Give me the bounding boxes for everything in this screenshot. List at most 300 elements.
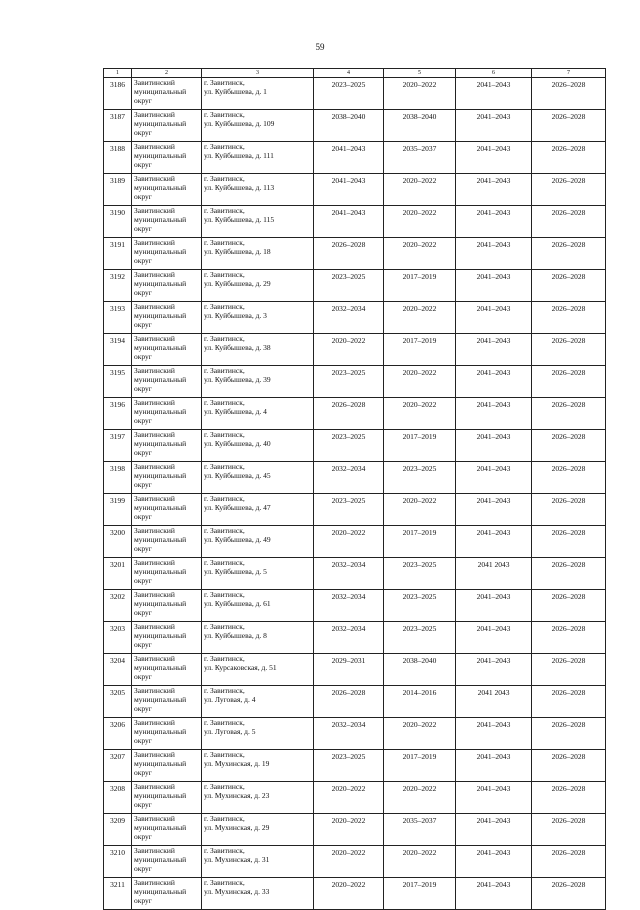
period-cell-col6: 2041–2043 [456, 334, 532, 366]
period-cell-col6: 2041–2043 [456, 494, 532, 526]
address-line: ул. Мухинская, д. 19 [204, 759, 270, 768]
period-cell-col5: 2017–2019 [384, 430, 456, 462]
period-cell-col4: 2032–2034 [314, 590, 384, 622]
table-row [104, 526, 606, 558]
municipality-line: Завитинский [134, 782, 175, 791]
municipality-line: округ [134, 512, 152, 521]
period-cell-col4: 2023–2025 [314, 78, 384, 110]
period-cell-col6: 2041–2043 [456, 622, 532, 654]
table-row [104, 334, 606, 366]
address-line: ул. Куйбышева, д. 4 [204, 407, 267, 416]
address-line: ул. Куйбышева, д. 3 [204, 311, 267, 320]
period-cell-col6: 2041–2043 [456, 430, 532, 462]
row-number: 3187 [104, 110, 132, 142]
municipality-line: округ [134, 704, 152, 713]
period-cell-col5: 2038–2040 [384, 110, 456, 142]
address-cell [202, 814, 314, 846]
address-line: ул. Мухинская, д. 33 [204, 887, 270, 896]
address-line: ул. Куйбышева, д. 47 [204, 503, 271, 512]
municipality-line: муниципальный [134, 439, 187, 448]
period-cell-col6: 2041–2043 [456, 462, 532, 494]
period-cell-col7: 2026–2028 [532, 750, 606, 782]
municipality-cell [132, 654, 202, 686]
period-cell-col7: 2026–2028 [532, 814, 606, 846]
municipality-line: Завитинский [134, 302, 175, 311]
municipality-line: муниципальный [134, 695, 187, 704]
address-line: ул. Куйбышева, д. 109 [204, 119, 275, 128]
municipality-cell [132, 78, 202, 110]
municipality-line: Завитинский [134, 750, 175, 759]
row-number: 3204 [104, 654, 132, 686]
municipality-line: округ [134, 640, 152, 649]
table-row [104, 590, 606, 622]
period-cell-col7: 2026–2028 [532, 142, 606, 174]
municipality-line: округ [134, 544, 152, 553]
municipality-line: Завитинский [134, 718, 175, 727]
address-cell [202, 718, 314, 750]
address-line: г. Завитинск, [204, 174, 245, 183]
period-cell-col4: 2041–2043 [314, 174, 384, 206]
row-number: 3208 [104, 782, 132, 814]
period-cell-col7: 2026–2028 [532, 270, 606, 302]
municipality-line: Завитинский [134, 526, 175, 535]
row-number: 3201 [104, 558, 132, 590]
address-line: г. Завитинск, [204, 846, 245, 855]
row-number: 3188 [104, 142, 132, 174]
address-line: ул. Мухинская, д. 31 [204, 855, 270, 864]
address-cell [202, 206, 314, 238]
municipality-line: округ [134, 736, 152, 745]
table-row [104, 686, 606, 718]
period-cell-col5: 2017–2019 [384, 270, 456, 302]
address-line: г. Завитинск, [204, 206, 245, 215]
period-cell-col5: 2023–2025 [384, 622, 456, 654]
address-line: г. Завитинск, [204, 366, 245, 375]
address-line: г. Завитинск, [204, 270, 245, 279]
period-cell-col6: 2041–2043 [456, 366, 532, 398]
municipality-cell [132, 494, 202, 526]
address-cell [202, 366, 314, 398]
table-row [104, 238, 606, 270]
municipality-line: муниципальный [134, 887, 187, 896]
period-cell-col4: 2032–2034 [314, 302, 384, 334]
municipality-line: Завитинский [134, 366, 175, 375]
period-cell-col7: 2026–2028 [532, 878, 606, 910]
row-number: 3191 [104, 238, 132, 270]
municipality-cell [132, 174, 202, 206]
table-row [104, 782, 606, 814]
municipality-line: муниципальный [134, 471, 187, 480]
period-cell-col5: 2020–2022 [384, 494, 456, 526]
period-cell-col5: 2020–2022 [384, 206, 456, 238]
municipality-line: округ [134, 608, 152, 617]
period-cell-col4: 2020–2022 [314, 334, 384, 366]
table-row [104, 462, 606, 494]
period-cell-col6: 2041–2043 [456, 718, 532, 750]
row-number: 3190 [104, 206, 132, 238]
period-cell-col4: 2029–2031 [314, 654, 384, 686]
municipality-cell [132, 590, 202, 622]
address-cell [202, 526, 314, 558]
period-cell-col4: 2020–2022 [314, 782, 384, 814]
table-row [104, 398, 606, 430]
row-number: 3200 [104, 526, 132, 558]
municipality-line: Завитинский [134, 814, 175, 823]
period-cell-col5: 2014–2016 [384, 686, 456, 718]
address-line: ул. Куйбышева, д. 39 [204, 375, 271, 384]
municipality-line: муниципальный [134, 247, 187, 256]
row-number: 3193 [104, 302, 132, 334]
period-cell-col5: 2035–2037 [384, 142, 456, 174]
address-line: ул. Куйбышева, д. 40 [204, 439, 271, 448]
address-line: ул. Куйбышева, д. 111 [204, 151, 274, 160]
municipality-line: муниципальный [134, 279, 187, 288]
municipality-line: Завитинский [134, 654, 175, 663]
data-table [103, 68, 606, 910]
period-cell-col7: 2026–2028 [532, 782, 606, 814]
period-cell-col7: 2026–2028 [532, 462, 606, 494]
address-line: г. Завитинск, [204, 686, 245, 695]
column-header: 3 [202, 69, 314, 78]
address-line: ул. Луговая, д. 5 [204, 727, 256, 736]
row-number: 3195 [104, 366, 132, 398]
column-header: 4 [314, 69, 384, 78]
period-cell-col4: 2041–2043 [314, 206, 384, 238]
municipality-line: округ [134, 896, 152, 905]
row-number: 3199 [104, 494, 132, 526]
table-row [104, 110, 606, 142]
municipality-line: муниципальный [134, 151, 187, 160]
address-cell [202, 622, 314, 654]
address-line: г. Завитинск, [204, 78, 245, 87]
municipality-cell [132, 206, 202, 238]
period-cell-col4: 2020–2022 [314, 526, 384, 558]
municipality-line: муниципальный [134, 631, 187, 640]
period-cell-col6: 2041–2043 [456, 814, 532, 846]
municipality-line: муниципальный [134, 407, 187, 416]
address-cell [202, 430, 314, 462]
address-cell [202, 750, 314, 782]
municipality-line: округ [134, 288, 152, 297]
address-cell [202, 782, 314, 814]
table-row [104, 142, 606, 174]
municipality-line: округ [134, 800, 152, 809]
address-line: г. Завитинск, [204, 622, 245, 631]
period-cell-col4: 2023–2025 [314, 270, 384, 302]
municipality-line: Завитинский [134, 558, 175, 567]
column-header: 2 [132, 69, 202, 78]
period-cell-col5: 2023–2025 [384, 590, 456, 622]
address-cell [202, 558, 314, 590]
period-cell-col6: 2041–2043 [456, 654, 532, 686]
address-line: г. Завитинск, [204, 878, 245, 887]
municipality-cell [132, 110, 202, 142]
period-cell-col6: 2041–2043 [456, 206, 532, 238]
municipality-line: муниципальный [134, 311, 187, 320]
table-row [104, 718, 606, 750]
address-line: г. Завитинск, [204, 142, 245, 151]
address-cell [202, 302, 314, 334]
period-cell-col4: 2041–2043 [314, 142, 384, 174]
period-cell-col5: 2020–2022 [384, 366, 456, 398]
period-cell-col6: 2041 2043 [456, 686, 532, 718]
period-cell-col4: 2023–2025 [314, 750, 384, 782]
period-cell-col6: 2041–2043 [456, 78, 532, 110]
municipality-line: округ [134, 864, 152, 873]
municipality-line: округ [134, 352, 152, 361]
table-body [104, 69, 606, 910]
municipality-line: муниципальный [134, 823, 187, 832]
municipality-line: округ [134, 160, 152, 169]
table-row [104, 622, 606, 654]
period-cell-col7: 2026–2028 [532, 846, 606, 878]
period-cell-col6: 2041–2043 [456, 846, 532, 878]
municipality-line: муниципальный [134, 759, 187, 768]
address-line: ул. Куйбышева, д. 115 [204, 215, 275, 224]
municipality-line: округ [134, 224, 152, 233]
period-cell-col7: 2026–2028 [532, 78, 606, 110]
period-cell-col5: 2020–2022 [384, 398, 456, 430]
municipality-line: Завитинский [134, 494, 175, 503]
address-line: г. Завитинск, [204, 718, 245, 727]
address-line: г. Завитинск, [204, 782, 245, 791]
municipality-line: Завитинский [134, 206, 175, 215]
address-line: г. Завитинск, [204, 430, 245, 439]
address-line: ул. Куйбышева, д. 29 [204, 279, 271, 288]
municipality-line: округ [134, 320, 152, 329]
row-number: 3198 [104, 462, 132, 494]
row-number: 3194 [104, 334, 132, 366]
municipality-cell [132, 750, 202, 782]
address-cell [202, 846, 314, 878]
municipality-line: Завитинский [134, 398, 175, 407]
period-cell-col7: 2026–2028 [532, 654, 606, 686]
municipality-line: Завитинский [134, 430, 175, 439]
period-cell-col5: 2038–2040 [384, 654, 456, 686]
address-cell [202, 334, 314, 366]
period-cell-col6: 2041–2043 [456, 110, 532, 142]
period-cell-col6: 2041–2043 [456, 302, 532, 334]
municipality-line: округ [134, 832, 152, 841]
municipality-cell [132, 782, 202, 814]
municipality-line: Завитинский [134, 334, 175, 343]
address-line: г. Завитинск, [204, 302, 245, 311]
municipality-line: муниципальный [134, 87, 187, 96]
municipality-line: округ [134, 448, 152, 457]
period-cell-col7: 2026–2028 [532, 110, 606, 142]
period-cell-col5: 2020–2022 [384, 846, 456, 878]
municipality-cell [132, 334, 202, 366]
municipality-line: округ [134, 384, 152, 393]
period-cell-col7: 2026–2028 [532, 206, 606, 238]
period-cell-col7: 2026–2028 [532, 334, 606, 366]
address-cell [202, 590, 314, 622]
municipality-line: Завитинский [134, 78, 175, 87]
municipality-line: Завитинский [134, 110, 175, 119]
address-cell [202, 494, 314, 526]
address-line: г. Завитинск, [204, 750, 245, 759]
address-line: ул. Мухинская, д. 23 [204, 791, 270, 800]
period-cell-col7: 2026–2028 [532, 494, 606, 526]
period-cell-col4: 2023–2025 [314, 366, 384, 398]
period-cell-col6: 2041 2043 [456, 558, 532, 590]
period-cell-col4: 2026–2028 [314, 686, 384, 718]
row-number: 3192 [104, 270, 132, 302]
period-cell-col7: 2026–2028 [532, 590, 606, 622]
address-line: ул. Курсаковская, д. 51 [204, 663, 277, 672]
row-number: 3210 [104, 846, 132, 878]
municipality-line: округ [134, 768, 152, 777]
period-cell-col4: 2032–2034 [314, 462, 384, 494]
period-cell-col6: 2041–2043 [456, 878, 532, 910]
period-cell-col5: 2023–2025 [384, 558, 456, 590]
period-cell-col7: 2026–2028 [532, 302, 606, 334]
address-cell [202, 398, 314, 430]
period-cell-col5: 2020–2022 [384, 302, 456, 334]
row-number: 3202 [104, 590, 132, 622]
period-cell-col5: 2017–2019 [384, 526, 456, 558]
address-line: ул. Луговая, д. 4 [204, 695, 256, 704]
municipality-line: округ [134, 96, 152, 105]
period-cell-col6: 2041–2043 [456, 526, 532, 558]
municipality-line: округ [134, 480, 152, 489]
period-cell-col6: 2041–2043 [456, 174, 532, 206]
address-cell [202, 110, 314, 142]
row-number: 3209 [104, 814, 132, 846]
municipality-line: муниципальный [134, 215, 187, 224]
address-line: ул. Куйбышева, д. 18 [204, 247, 271, 256]
address-cell [202, 174, 314, 206]
municipality-line: Завитинский [134, 270, 175, 279]
municipality-line: Завитинский [134, 142, 175, 151]
municipality-cell [132, 686, 202, 718]
period-cell-col7: 2026–2028 [532, 366, 606, 398]
address-line: г. Завитинск, [204, 462, 245, 471]
period-cell-col7: 2026–2028 [532, 718, 606, 750]
table-row [104, 814, 606, 846]
row-number: 3205 [104, 686, 132, 718]
period-cell-col4: 2020–2022 [314, 846, 384, 878]
address-cell [202, 78, 314, 110]
municipality-line: округ [134, 672, 152, 681]
municipality-line: округ [134, 256, 152, 265]
address-cell [202, 142, 314, 174]
municipality-line: муниципальный [134, 119, 187, 128]
address-line: г. Завитинск, [204, 334, 245, 343]
period-cell-col4: 2032–2034 [314, 622, 384, 654]
period-cell-col5: 2035–2037 [384, 814, 456, 846]
address-line: ул. Куйбышева, д. 49 [204, 535, 271, 544]
municipality-cell [132, 462, 202, 494]
table-row [104, 366, 606, 398]
table-row [104, 78, 606, 110]
period-cell-col4: 2023–2025 [314, 430, 384, 462]
table-row [104, 206, 606, 238]
period-cell-col7: 2026–2028 [532, 430, 606, 462]
period-cell-col5: 2017–2019 [384, 750, 456, 782]
address-line: ул. Куйбышева, д. 38 [204, 343, 271, 352]
municipality-line: муниципальный [134, 183, 187, 192]
row-number: 3196 [104, 398, 132, 430]
column-header: 1 [104, 69, 132, 78]
address-line: г. Завитинск, [204, 814, 245, 823]
municipality-cell [132, 270, 202, 302]
municipality-line: муниципальный [134, 343, 187, 352]
column-header: 6 [456, 69, 532, 78]
period-cell-col4: 2032–2034 [314, 558, 384, 590]
period-cell-col4: 2020–2022 [314, 878, 384, 910]
table-row [104, 846, 606, 878]
municipality-line: муниципальный [134, 855, 187, 864]
period-cell-col6: 2041–2043 [456, 750, 532, 782]
row-number: 3186 [104, 78, 132, 110]
municipality-line: Завитинский [134, 462, 175, 471]
municipality-line: муниципальный [134, 375, 187, 384]
column-header: 7 [532, 69, 606, 78]
period-cell-col5: 2020–2022 [384, 718, 456, 750]
address-line: г. Завитинск, [204, 654, 245, 663]
period-cell-col4: 2020–2022 [314, 814, 384, 846]
municipality-cell [132, 366, 202, 398]
address-line: г. Завитинск, [204, 494, 245, 503]
municipality-line: муниципальный [134, 727, 187, 736]
row-number: 3211 [104, 878, 132, 910]
municipality-cell [132, 398, 202, 430]
period-cell-col7: 2026–2028 [532, 174, 606, 206]
period-cell-col7: 2026–2028 [532, 622, 606, 654]
table-row [104, 270, 606, 302]
municipality-cell [132, 814, 202, 846]
address-cell [202, 462, 314, 494]
period-cell-col7: 2026–2028 [532, 526, 606, 558]
address-cell [202, 654, 314, 686]
address-line: г. Завитинск, [204, 238, 245, 247]
municipality-cell [132, 622, 202, 654]
address-line: ул. Куйбышева, д. 113 [204, 183, 275, 192]
table-row [104, 750, 606, 782]
municipality-line: Завитинский [134, 686, 175, 695]
period-cell-col6: 2041–2043 [456, 270, 532, 302]
table-row [104, 558, 606, 590]
municipality-line: Завитинский [134, 174, 175, 183]
row-number: 3207 [104, 750, 132, 782]
address-line: г. Завитинск, [204, 110, 245, 119]
period-cell-col4: 2023–2025 [314, 494, 384, 526]
municipality-line: муниципальный [134, 567, 187, 576]
table-row [104, 494, 606, 526]
period-cell-col5: 2020–2022 [384, 782, 456, 814]
period-cell-col4: 2026–2028 [314, 398, 384, 430]
municipality-line: Завитинский [134, 846, 175, 855]
period-cell-col4: 2026–2028 [314, 238, 384, 270]
municipality-cell [132, 238, 202, 270]
municipality-line: муниципальный [134, 791, 187, 800]
row-number: 3189 [104, 174, 132, 206]
address-line: ул. Куйбышева, д. 1 [204, 87, 267, 96]
period-cell-col6: 2041–2043 [456, 142, 532, 174]
municipality-cell [132, 718, 202, 750]
municipality-line: округ [134, 416, 152, 425]
period-cell-col4: 2032–2034 [314, 718, 384, 750]
municipality-line: муниципальный [134, 663, 187, 672]
municipality-line: Завитинский [134, 622, 175, 631]
period-cell-col5: 2023–2025 [384, 462, 456, 494]
period-cell-col7: 2026–2028 [532, 238, 606, 270]
period-cell-col6: 2041–2043 [456, 398, 532, 430]
period-cell-col5: 2020–2022 [384, 174, 456, 206]
municipality-cell [132, 430, 202, 462]
municipality-line: Завитинский [134, 238, 175, 247]
